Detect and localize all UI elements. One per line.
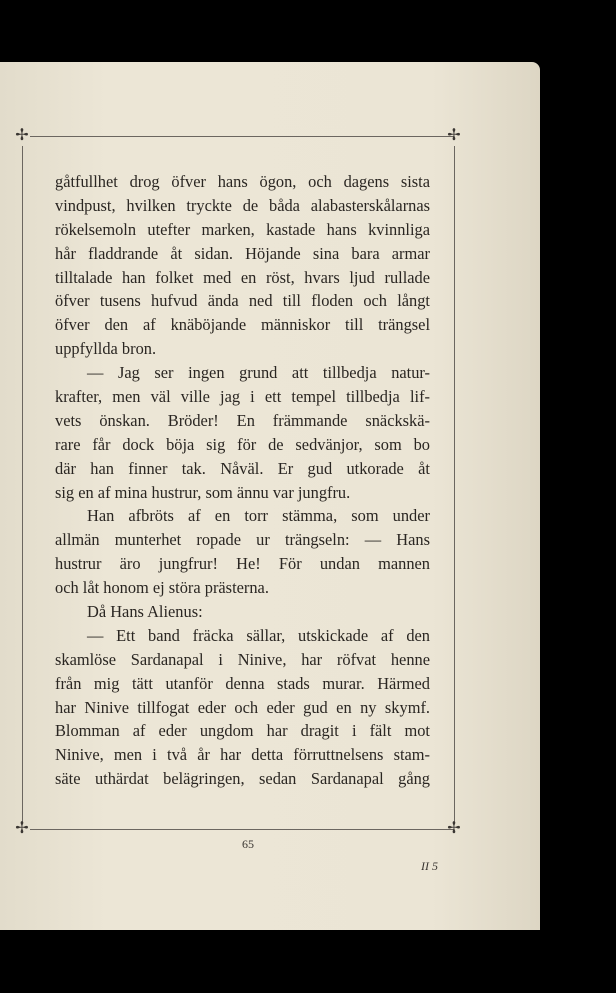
text-line: öfver tusens hufvud ända ned till floden och långt: [55, 291, 430, 311]
frame-right-rule: [454, 146, 455, 822]
text-line: — Ett band fräcka sällar, utskickade af den: [87, 625, 430, 645]
corner-ornament-icon: ✢: [447, 127, 461, 144]
corner-ornament-icon: ✢: [15, 127, 29, 144]
text-line: uppfyllda bron.: [55, 339, 157, 359]
corner-ornament-icon: ✢: [15, 820, 29, 837]
text-line: hustrur äro jungfrur! He! För undan mannen: [55, 554, 430, 574]
text-line: tilltalade han folket med en röst, hvars ljud rullade: [55, 267, 430, 287]
frame-top-rule: [30, 136, 454, 137]
text-line: krafter, men väl ville jag i ett tempel tillbedja lif-: [55, 387, 430, 407]
text-line: hår fladdrande åt sidan. Höjande sina bara armar: [55, 243, 430, 263]
text-line: — Jag ser ingen grund att tillbedja natur-: [87, 363, 430, 383]
text-line: Han afbröts af en torr stämma, som under: [87, 506, 430, 526]
text-line: skamlöse Sardanapal i Ninive, har röfvat henne: [55, 649, 430, 669]
text-line: rökelsemoln utefter marken, kastade hans kvinnliga: [55, 219, 430, 239]
frame-bottom-rule: [30, 829, 454, 830]
text-line: öfver den af knäböjande människor till trängsel: [55, 315, 430, 335]
book-page: [0, 62, 540, 930]
text-line: säte uthärdat belägringen, sedan Sardanapal gång: [55, 769, 430, 789]
text-line: Då Hans Alienus:: [87, 602, 203, 622]
signature-mark: II 5: [421, 859, 438, 873]
text-line: allmän munterhet ropade ur trängseln: — Hans: [55, 530, 430, 550]
text-line: från mig tätt utanför denna stads murar. Härmed: [55, 673, 430, 693]
text-line: och låt honom ej störa prästerna.: [55, 578, 269, 598]
text-line: vets önskan. Bröder! En främmande snäckskä-: [55, 410, 430, 430]
text-line: Ninive, men i två år har detta förruttnelsens stam-: [55, 745, 430, 765]
text-line: har Ninive tillfogat eder och eder gud en ny skymf.: [55, 697, 430, 717]
text-line: Blomman af eder ungdom har dragit i fält mot: [55, 721, 430, 741]
text-line: sig en af mina hustrur, som ännu var jungfru.: [55, 482, 351, 502]
text-line: vindpust, hvilken tryckte de båda alabasterskålarnas: [55, 195, 430, 215]
text-line: gåtfullhet drog öfver hans ögon, och dagens sista: [55, 172, 430, 191]
body-text: [55, 170, 430, 791]
text-line: rare får dock böja sig för de sedvänjor, som bo: [55, 434, 430, 454]
text-line: där han finner tak. Nåväl. Er gud utkorade åt: [55, 458, 430, 478]
frame-left-rule: [22, 146, 23, 822]
corner-ornament-icon: ✢: [447, 820, 461, 837]
page-number: 65: [242, 837, 254, 851]
